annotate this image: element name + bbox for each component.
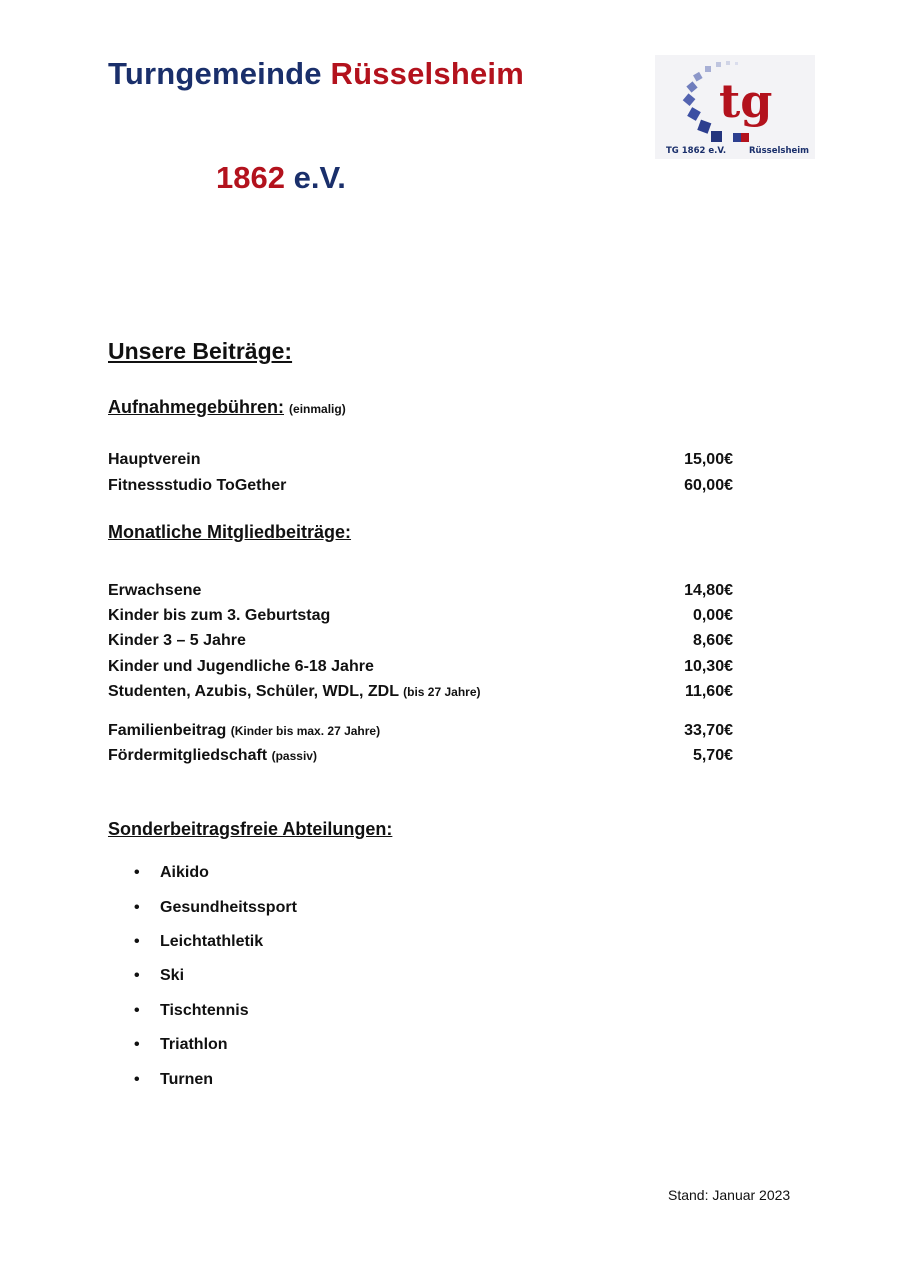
list-item: • Leichtathletik <box>134 932 264 950</box>
club-logo-graphic <box>655 55 815 159</box>
fees-heading-line <box>108 397 346 418</box>
fees-heading-note: (einmalig) <box>289 402 346 416</box>
monthly-row-label: Erwachsene <box>108 582 202 599</box>
club-year: 1862 <box>216 160 285 195</box>
departments-heading-line <box>108 819 392 840</box>
monthly-row-label: Familienbeitrag (Kinder bis max. 27 Jahre) <box>108 722 381 739</box>
bullet-icon: • <box>134 932 140 950</box>
departments-list <box>134 856 297 1097</box>
logo-letters: tg <box>719 74 773 128</box>
bullet-icon: • <box>134 1001 140 1019</box>
list-item: • Ski <box>134 967 185 985</box>
monthly-row-note: (passiv) <box>271 749 317 763</box>
club-ev: e.V. <box>293 160 346 195</box>
monthly-row-label: Kinder 3 – 5 Jahre <box>108 632 246 649</box>
logo-caption-left: TG 1862 e.V. <box>666 146 727 156</box>
club-logo <box>655 55 815 159</box>
logo-caption-right: Rüsselsheim <box>749 146 810 156</box>
bullet-icon: • <box>134 967 140 985</box>
monthly-row-value: 33,70€ <box>684 722 733 739</box>
bullet-icon: • <box>134 1070 140 1088</box>
monthly-heading: Monatliche Mitgliedbeiträge: <box>108 522 352 542</box>
monthly-row <box>108 582 733 600</box>
monthly-row-label: Kinder und Jugendliche 6-18 Jahre <box>108 658 374 675</box>
club-name-part2: Rüsselsheim <box>330 56 524 91</box>
fee-row <box>108 451 733 469</box>
monthly-row <box>108 632 733 650</box>
bullet-icon: • <box>134 898 140 916</box>
fees-heading: Aufnahmegebühren: <box>108 397 285 417</box>
monthly-row <box>108 683 733 701</box>
monthly-row-value: 5,70€ <box>692 747 733 764</box>
monthly-row-label: Kinder bis zum 3. Geburtstag <box>108 607 331 624</box>
fee-row-value: 15,00€ <box>684 451 733 468</box>
list-item: • Aikido <box>134 864 209 882</box>
monthly-row <box>108 722 733 740</box>
monthly-row <box>108 658 733 676</box>
list-item: • Triathlon <box>134 1036 228 1054</box>
monthly-row <box>108 747 733 765</box>
monthly-row-value: 10,30€ <box>684 658 733 675</box>
monthly-row-value: 11,60€ <box>684 683 733 700</box>
club-year-line <box>216 160 346 196</box>
list-item: • Turnen <box>134 1070 214 1088</box>
fee-row <box>108 477 733 495</box>
fee-row-label: Hauptverein <box>108 451 201 468</box>
monthly-row-value: 0,00€ <box>692 607 733 624</box>
club-name-title <box>108 56 524 92</box>
bullet-icon: • <box>134 864 140 882</box>
club-name-part1: Turngemeinde <box>108 56 322 91</box>
main-heading: Unsere Beiträge: <box>108 338 293 364</box>
monthly-row-value: 8,60€ <box>692 632 733 649</box>
monthly-row <box>108 607 733 625</box>
monthly-row-label: Fördermitgliedschaft (passiv) <box>108 747 317 764</box>
fee-row-value: 60,00€ <box>684 477 733 494</box>
monthly-row-note: (Kinder bis max. 27 Jahre) <box>230 724 381 738</box>
list-item: • Gesundheitssport <box>134 898 297 916</box>
monthly-row-value: 14,80€ <box>684 582 733 599</box>
stand-date: Stand: Januar 2023 <box>668 1187 791 1203</box>
monthly-heading-line <box>108 522 351 543</box>
monthly-row-label: Studenten, Azubis, Schüler, WDL, ZDL (bis 27 Jahre) <box>108 683 481 700</box>
monthly-row-note: (bis 27 Jahre) <box>403 685 481 699</box>
departments-heading: Sonderbeitragsfreie Abteilungen: <box>108 819 393 839</box>
fee-row-label: Fitnessstudio ToGether <box>108 477 287 494</box>
bullet-icon: • <box>134 1036 140 1054</box>
list-item: • Tischtennis <box>134 1001 249 1019</box>
